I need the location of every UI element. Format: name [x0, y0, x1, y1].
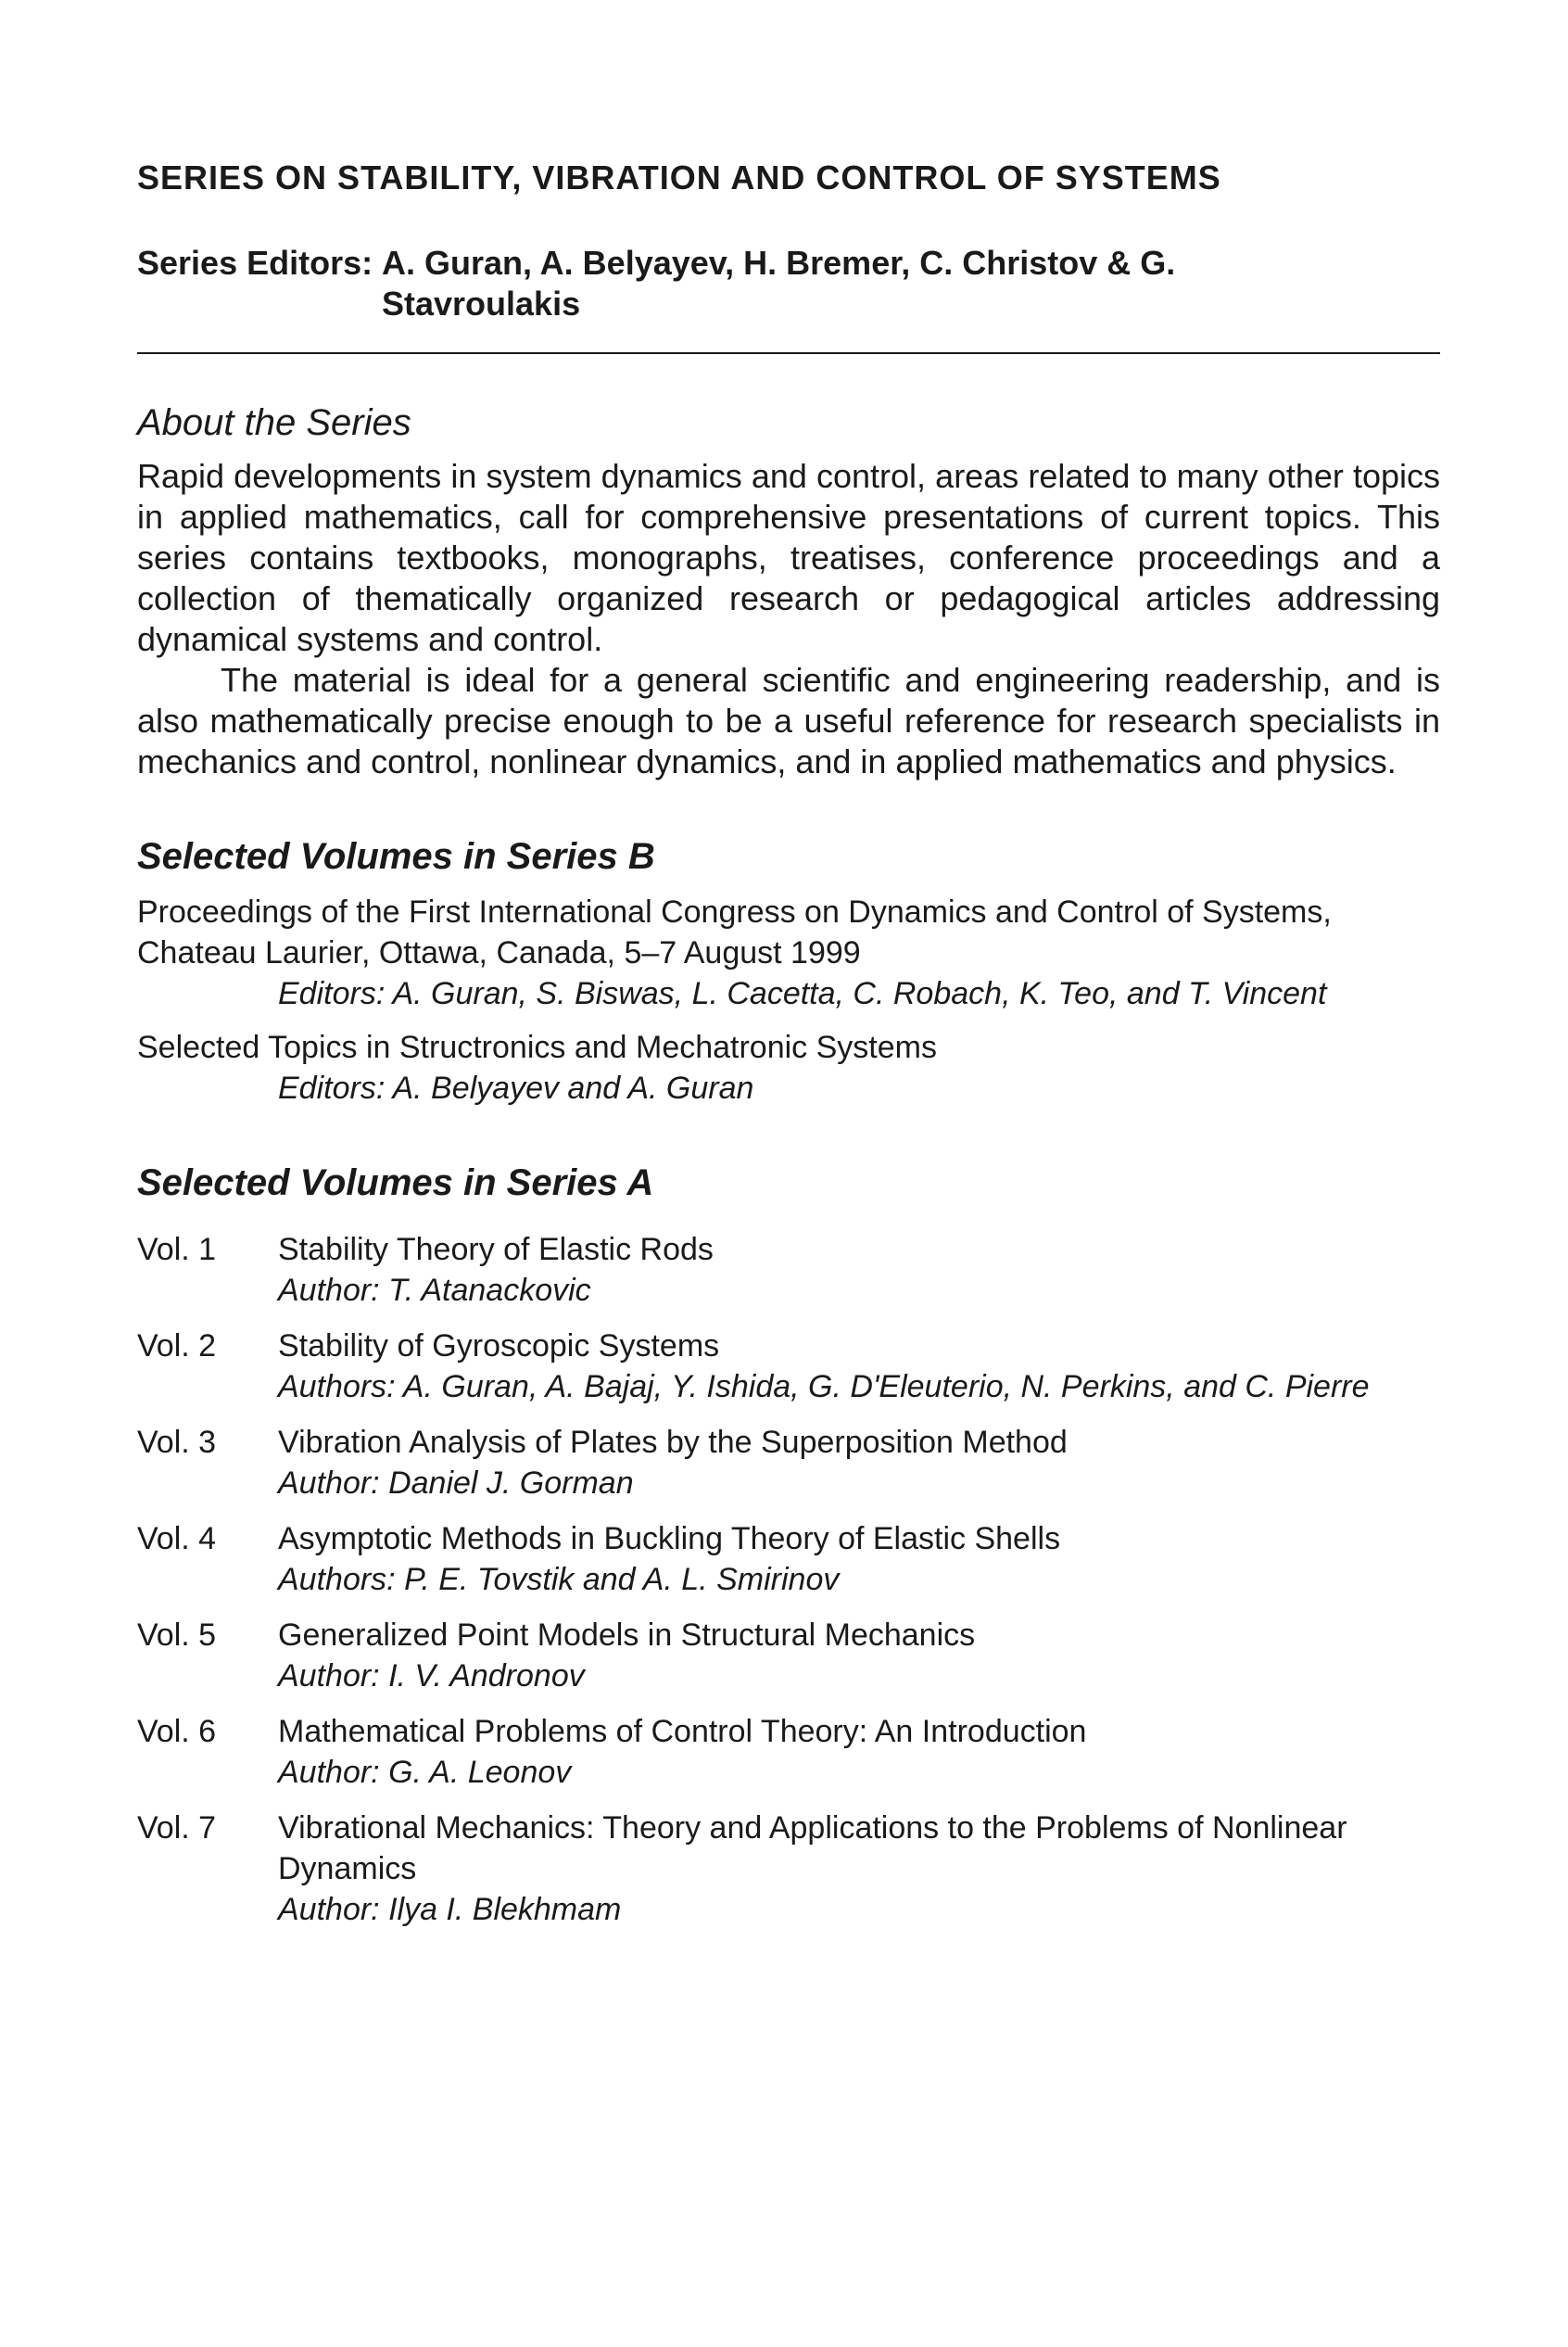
volume-number: Vol. 3: [137, 1425, 217, 1460]
series-b-editors: Editors: A. Belyayev and A. Guran: [278, 1071, 754, 1106]
series-editors: [137, 243, 1435, 324]
volume-author: Author: Ilya I. Blekhmam: [278, 1892, 622, 1927]
series-a-item: [137, 1808, 1435, 1930]
series-b-title: Proceedings of the First International Congress on Dynamics and Control of Systems, Chateau Laurier, Ottawa, Canada, 5–7 August 1999: [137, 894, 1332, 971]
volume-title: Vibrational Mechanics: Theory and Applications to the Problems of Nonlinear Dynamics: [278, 1810, 1347, 1886]
volume-author: Authors: A. Guran, A. Bajaj, Y. Ishida, G. D'Eleuterio, N. Perkins, and C. Pierre: [278, 1369, 1370, 1404]
volume-body: [278, 1615, 1435, 1696]
volume-title: Stability of Gyroscopic Systems: [278, 1328, 720, 1364]
volume-body: [278, 1326, 1435, 1407]
volume-body: [278, 1711, 1435, 1793]
about-text: [137, 456, 1440, 782]
series-b-heading: Selected Volumes in Series B: [137, 836, 655, 877]
series-a-item: [137, 1518, 1435, 1600]
series-b-item: [137, 1027, 1435, 1109]
series-b-title: Selected Topics in Structronics and Mechatronic Systems: [137, 1030, 937, 1065]
series-b-list: [137, 892, 1435, 1109]
about-paragraph-1: Rapid developments in system dynamics and control, areas related to many other topics in applied mathematics, call for comprehensive presentations of current topics. This series contains textbooks, monographs, treatises, conference proceedings and a collection of thematically organized research or pedagogical articles addressing dynamical systems and control.: [137, 457, 1440, 658]
series-a-item: [137, 1229, 1435, 1311]
volume-author: Author: G. A. Leonov: [278, 1755, 572, 1790]
volume-author: Author: Daniel J. Gorman: [278, 1465, 634, 1501]
series-a-list: [137, 1229, 1435, 1930]
volume-number: Vol. 4: [137, 1521, 217, 1556]
volume-author: Author: I. V. Andronov: [278, 1658, 585, 1694]
divider-rule: [137, 352, 1440, 354]
volume-number: Vol. 2: [137, 1328, 217, 1364]
volume-number: Vol. 1: [137, 1232, 217, 1267]
about-paragraph-2: The material is ideal for a general scientific and engineering readership, and is also mathematically precise enough to be a useful reference for research specialists in mechanics and control, nonlinear dynamics, and in applied mathematics and physics.: [137, 661, 1440, 780]
volume-author: Author: T. Atanackovic: [278, 1273, 591, 1308]
series-page: [137, 158, 1440, 1945]
series-a-heading: Selected Volumes in Series A: [137, 1162, 654, 1203]
series-a-item: [137, 1422, 1435, 1503]
series-b-editors: Editors: A. Guran, S. Biswas, L. Cacetta, C. Robach, K. Teo, and T. Vincent: [278, 976, 1327, 1011]
volume-number: Vol. 7: [137, 1810, 217, 1846]
series-a-item: [137, 1326, 1435, 1407]
series-a-item: [137, 1711, 1435, 1793]
volume-title: Mathematical Problems of Control Theory: An Introduction: [278, 1714, 1087, 1749]
volume-body: [278, 1518, 1435, 1600]
volume-title: Asymptotic Methods in Buckling Theory of Elastic Shells: [278, 1521, 1061, 1556]
series-editors-names: A. Guran, A. Belyayev, H. Bremer, C. Christov & G. Stavroulakis: [382, 244, 1176, 323]
volume-body: [278, 1229, 1435, 1311]
volume-number: Vol. 6: [137, 1714, 217, 1749]
series-editors-label: Series Editors:: [137, 244, 373, 282]
volume-title: Generalized Point Models in Structural Mechanics: [278, 1618, 976, 1653]
series-b-item: [137, 892, 1435, 1014]
volume-body: [278, 1808, 1435, 1930]
series-a-item: [137, 1615, 1435, 1696]
volume-body: [278, 1422, 1435, 1503]
series-title: SERIES ON STABILITY, VIBRATION AND CONTROL OF SYSTEMS: [137, 159, 1221, 197]
volume-author: Authors: P. E. Tovstik and A. L. Smirinov: [278, 1562, 840, 1597]
volume-title: Stability Theory of Elastic Rods: [278, 1232, 714, 1267]
volume-title: Vibration Analysis of Plates by the Superposition Method: [278, 1425, 1068, 1460]
volume-number: Vol. 5: [137, 1618, 217, 1653]
about-heading: About the Series: [137, 402, 411, 443]
